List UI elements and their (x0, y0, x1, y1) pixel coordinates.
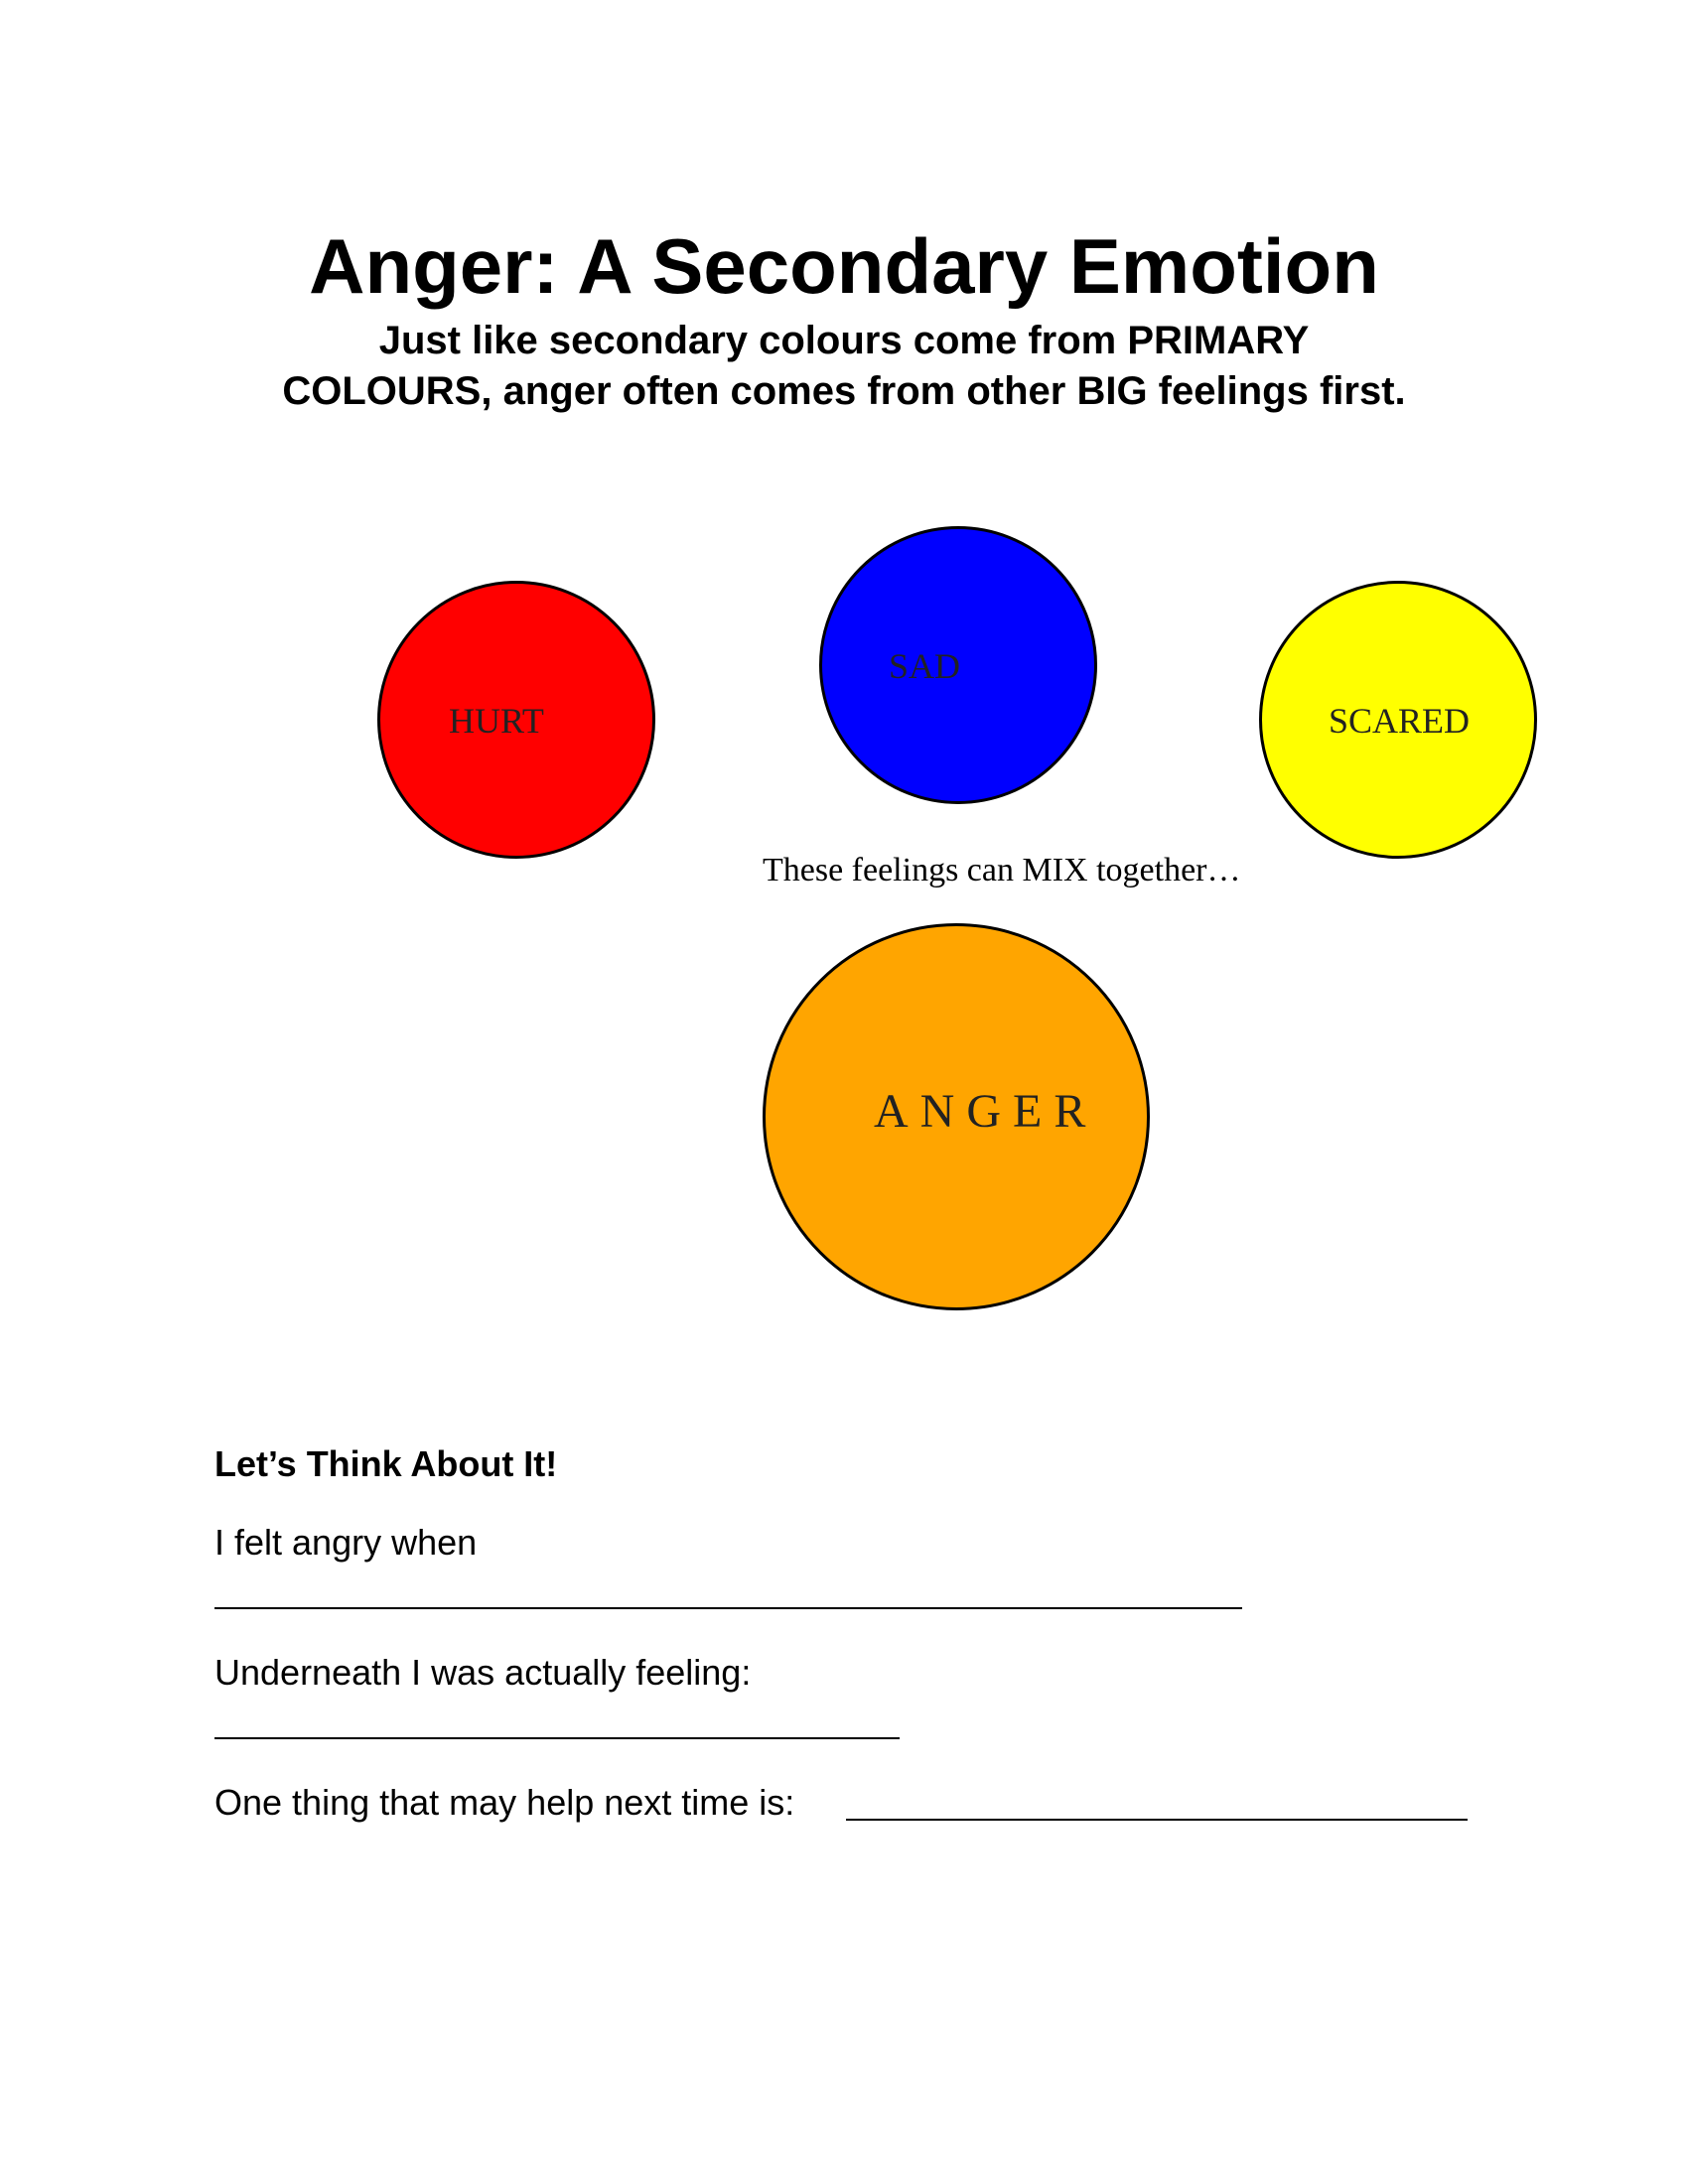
mix-note: These feelings can MIX together… (763, 852, 1241, 888)
prompt-help-next-time: One thing that may help next time is: (214, 1782, 795, 1823)
sad-label: SAD (889, 646, 961, 686)
subtitle-line-2: COLOURS, anger often comes from other BIG feelings first. (282, 369, 1406, 413)
subtitle (0, 316, 1688, 417)
reflection-heading: Let’s Think About It! (214, 1443, 558, 1484)
anger-label: ANGER (874, 1085, 1098, 1138)
scared-label: SCARED (1329, 701, 1471, 741)
hurt-label: HURT (449, 701, 544, 741)
page-title: Anger: A Secondary Emotion (309, 222, 1379, 310)
answer-line-underneath-feeling[interactable] (214, 1737, 900, 1739)
answer-line-help-next-time[interactable] (846, 1819, 1468, 1821)
prompt-felt-angry: I felt angry when (214, 1522, 478, 1563)
prompt-underneath-feeling: Underneath I was actually feeling: (214, 1652, 752, 1693)
answer-line-felt-angry[interactable] (214, 1607, 1242, 1609)
subtitle-line-1: Just like secondary colours come from PRIMARY (378, 319, 1310, 362)
